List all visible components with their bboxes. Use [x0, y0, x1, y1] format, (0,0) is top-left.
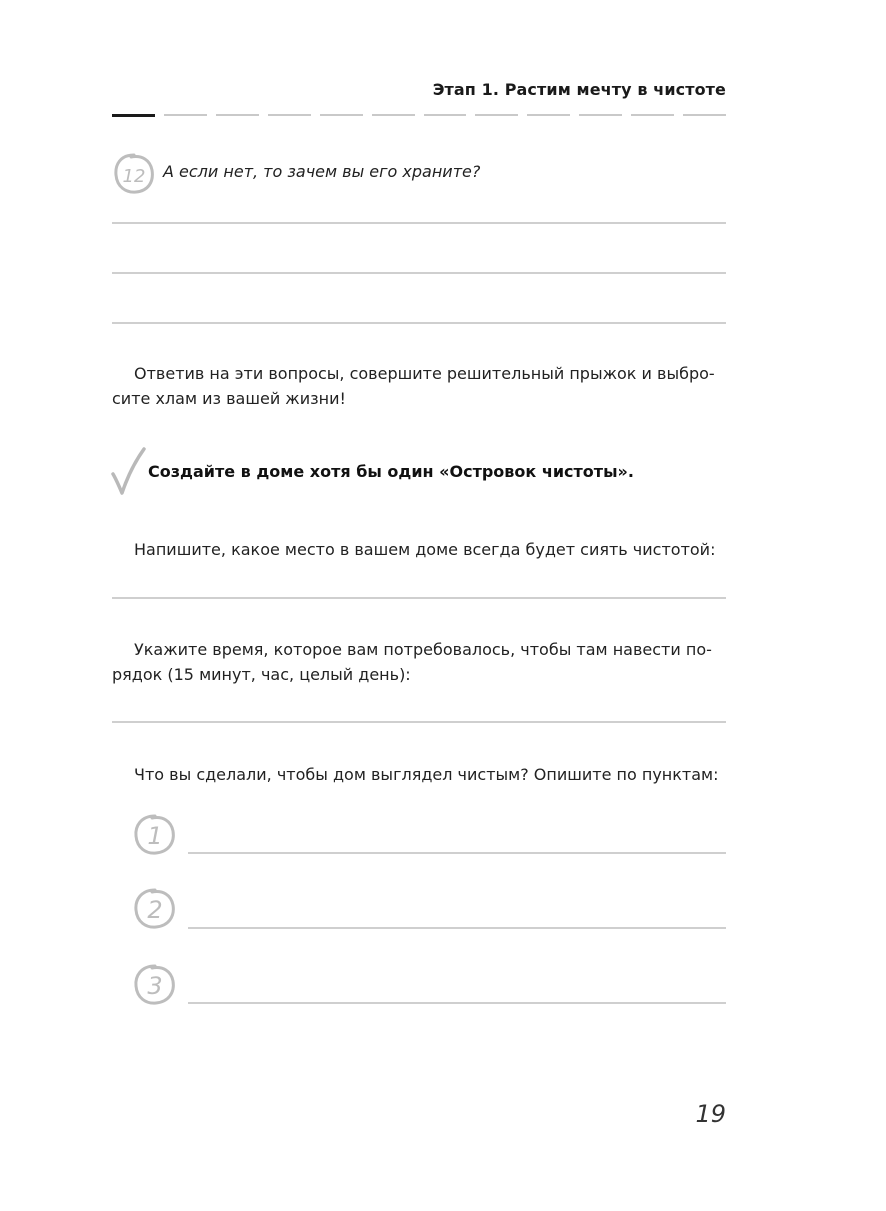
item-number: 2: [147, 896, 163, 924]
progress-segment-active: [112, 114, 155, 117]
question-number-badge: [112, 152, 156, 196]
place-answer-line[interactable]: [112, 597, 726, 599]
paragraph-line: Ответив на эти вопросы, совершите решительный прыжок и выбро-: [134, 364, 715, 383]
time-prompt: [112, 637, 726, 687]
progress-segment: [579, 114, 622, 116]
checkmark-icon: [110, 446, 146, 496]
progress-segment: [631, 114, 674, 116]
task-heading: Создайте в доме хотя бы один «Островок чистоты».: [148, 462, 634, 481]
progress-segment: [164, 114, 207, 116]
paragraph-line: сите хлам из вашей жизни!: [112, 389, 346, 408]
answer-line[interactable]: [112, 322, 726, 324]
progress-segment: [372, 114, 415, 116]
progress-segment: [320, 114, 363, 116]
question-number: 12: [122, 166, 146, 187]
paragraph-line: рядок (15 минут, час, целый день):: [112, 665, 411, 684]
paragraph-line: Напишите, какое место в вашем доме всегда будет сиять чистотой:: [134, 540, 716, 559]
place-prompt: [112, 537, 726, 562]
item-number: 1: [147, 822, 163, 850]
section-title: Этап 1. Растим мечту в чистоте: [432, 80, 726, 99]
paragraph-line: Укажите время, которое вам потребовалось, чтобы там навести по-: [134, 640, 712, 659]
instruction-paragraph: [112, 361, 726, 411]
answer-line[interactable]: [112, 272, 726, 274]
progress-segment: [216, 114, 259, 116]
paragraph-line: Что вы сделали, чтобы дом выглядел чистым? Опишите по пунктам:: [134, 765, 719, 784]
item-number-badge-1: [132, 812, 178, 858]
item-number: 3: [147, 972, 163, 1000]
item-number-badge-3: [132, 962, 178, 1008]
chapter-progress-bar: [112, 114, 726, 117]
time-answer-line[interactable]: [112, 721, 726, 723]
progress-segment: [268, 114, 311, 116]
question-text: А если нет, то зачем вы его храните?: [163, 162, 481, 181]
answer-line[interactable]: [112, 222, 726, 224]
page-number: 19: [695, 1100, 726, 1128]
step-answer-line-1[interactable]: [188, 852, 726, 854]
progress-segment: [424, 114, 467, 116]
step-answer-line-2[interactable]: [188, 927, 726, 929]
progress-segment: [527, 114, 570, 116]
progress-segment: [683, 114, 726, 116]
progress-segment: [475, 114, 518, 116]
item-number-badge-2: [132, 886, 178, 932]
steps-prompt: [112, 762, 726, 787]
step-answer-line-3[interactable]: [188, 1002, 726, 1004]
